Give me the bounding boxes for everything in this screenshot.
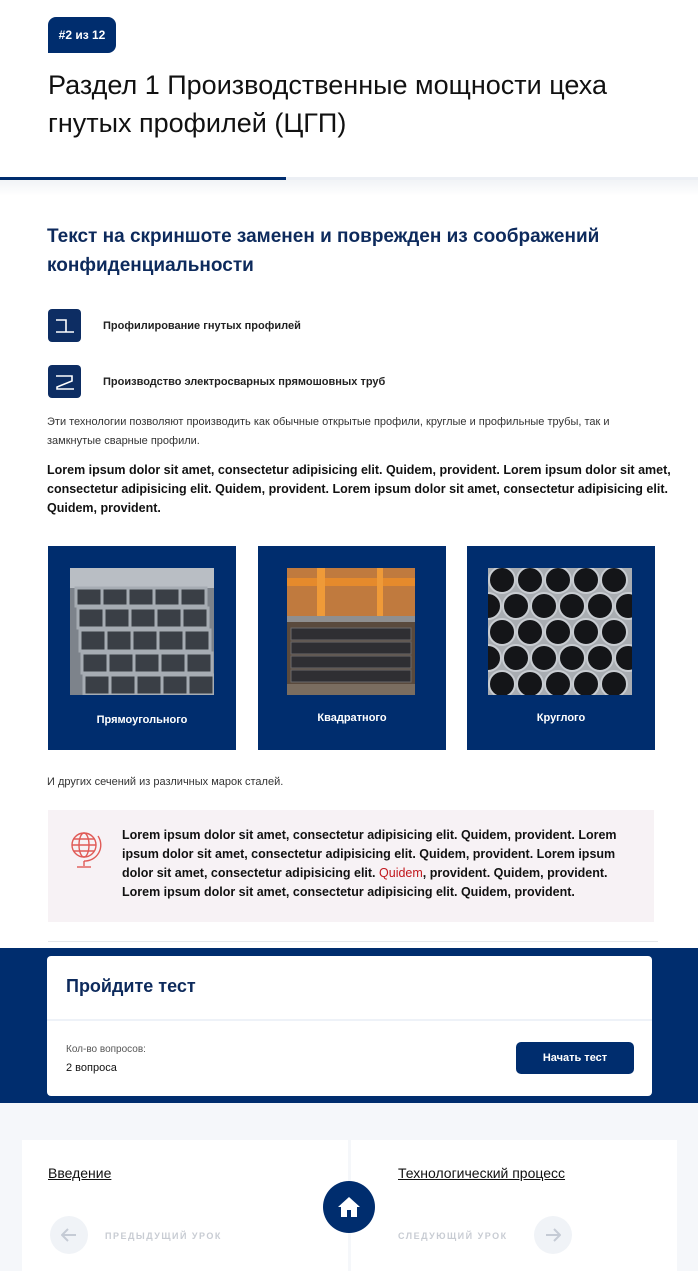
lesson-header bbox=[0, 0, 698, 180]
section-divider bbox=[48, 932, 658, 942]
other-sections-text: И других сечений из различных марок сталей. bbox=[47, 776, 284, 788]
feature-item-1 bbox=[48, 309, 301, 342]
feature-label: Производство электросварных прямошовных труб bbox=[103, 375, 386, 388]
next-lesson-panel bbox=[351, 1140, 677, 1271]
page-title: Раздел 1 Производственные мощности цеха гнутых профилей (ЦГП) bbox=[48, 70, 608, 138]
card-caption: Квадратного bbox=[317, 712, 387, 724]
round-pipes-image bbox=[488, 568, 632, 695]
globe-icon bbox=[68, 830, 102, 870]
prev-lesson-link[interactable]: Введение bbox=[48, 1165, 112, 1181]
test-divider bbox=[47, 1019, 652, 1021]
feature-label: Профилирование гнутых профилей bbox=[103, 319, 301, 332]
questions-count-label: Кол-во вопросов: bbox=[66, 1044, 146, 1055]
note-highlight: Quidem bbox=[379, 866, 423, 880]
home-icon bbox=[337, 1196, 361, 1218]
note-text-part: , provident. Quidem, provident. Lorem ipsum dolor sit amet, consectetur adipisicing elit. Quidem, provident. bbox=[122, 866, 608, 899]
next-lesson-label: СЛЕДУЮЩИЙ УРОК bbox=[398, 1231, 508, 1241]
intro-paragraph: Эти технологии позволяют производить как обычные открытые профили, круглые и профильные трубы, так и замкнутые сварные профили. bbox=[47, 416, 610, 447]
feature-item-2 bbox=[48, 365, 385, 398]
test-title: Пройдите тест bbox=[66, 976, 196, 996]
number-1-icon bbox=[48, 309, 81, 342]
info-note bbox=[48, 810, 654, 922]
number-2-icon bbox=[48, 365, 81, 398]
card-caption: Круглого bbox=[536, 712, 586, 724]
arrow-right-icon[interactable] bbox=[534, 1216, 572, 1254]
next-lesson-link[interactable]: Технологический процесс bbox=[398, 1165, 566, 1181]
arrow-left-icon[interactable] bbox=[50, 1216, 88, 1254]
lesson-counter-badge: #2 из 12 bbox=[48, 17, 116, 53]
square-profiles-image bbox=[287, 568, 415, 695]
test-card bbox=[47, 956, 652, 1096]
prev-lesson-label: ПРЕДЫДУЩИЙ УРОК bbox=[105, 1231, 222, 1241]
profile-card-rectangular bbox=[48, 546, 236, 750]
rectangular-profiles-image bbox=[70, 568, 214, 695]
questions-count-value: 2 вопроса bbox=[66, 1062, 117, 1074]
note-text-part: Lorem ipsum dolor sit amet, consectetur adipisicing elit. Quidem, provident. Lorem ipsum dolor sit amet, consectetur adipisicing elit. Quidem, provident. Lorem ipsum dolor sit amet, consectetur adipisicing elit. bbox=[122, 828, 617, 880]
home-button[interactable] bbox=[323, 1181, 375, 1233]
note-text bbox=[122, 826, 632, 902]
lorem-paragraph: Lorem ipsum dolor sit amet, consectetur adipisicing elit. Quidem, provident. Lorem ipsum dolor sit amet, consectetur adipisicing elit. Quidem, provident. Lorem ipsum dolor sit amet, consectetur adipisicing elit. Quidem, provident. bbox=[47, 463, 671, 515]
start-test-button[interactable]: Начать тест bbox=[516, 1042, 634, 1074]
header-shadow bbox=[0, 180, 698, 196]
profile-card-square bbox=[258, 546, 446, 750]
card-caption: Прямоугольного bbox=[96, 714, 188, 726]
section-heading: Текст на скриншоте заменен и поврежден из соображений конфиденциальности bbox=[47, 226, 600, 276]
profile-card-round bbox=[467, 546, 655, 750]
